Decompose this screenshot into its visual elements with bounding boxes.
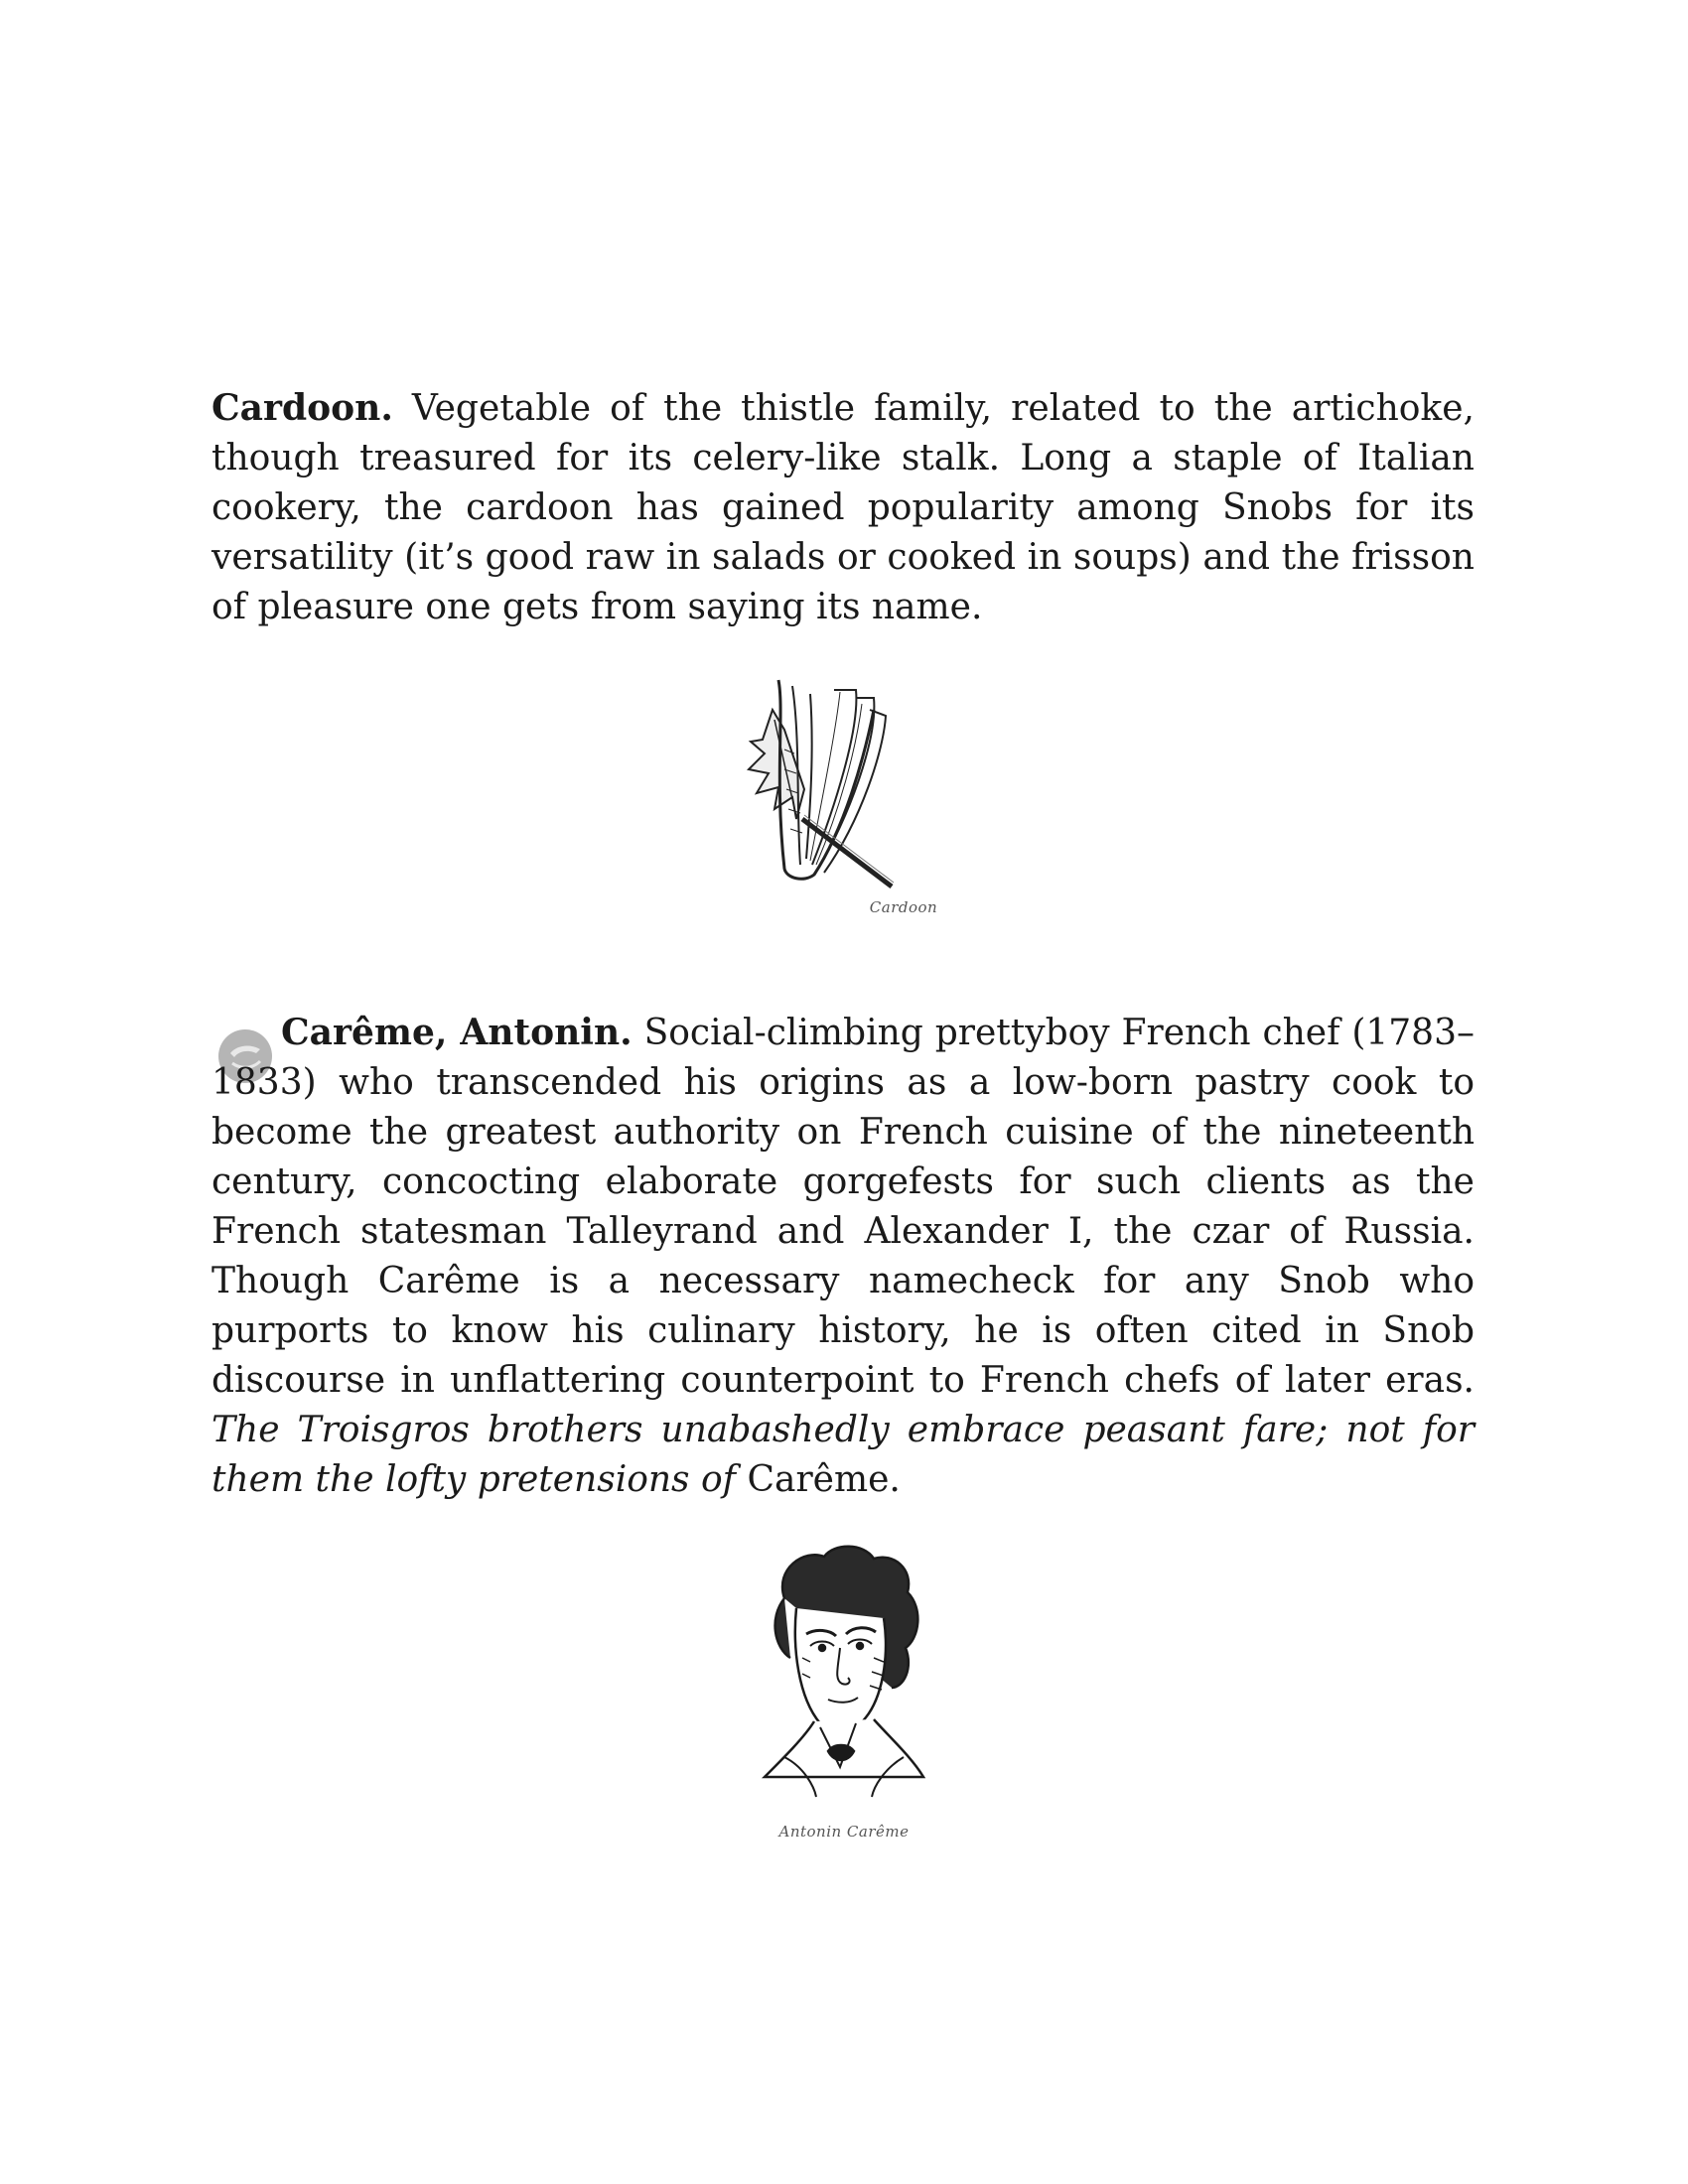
entry-example: The Troisgros brothers unabashedly embrace peasant fare; not for them the lofty pretensions of: [211, 1410, 1475, 1500]
careme-portrait: [735, 1539, 953, 1841]
entry-definition: Vegetable of the thistle family, related to the artichoke, though treasured for its celery-like stalk. Long a staple of Italian cookery, the cardoon has gained popularity among Snobs for its versatility (it’s good raw in salads or cooked in soups) and the frisson of pleasure one gets from saying its name.: [211, 388, 1475, 627]
cardoon-caption: Cardoon: [869, 898, 938, 916]
entry-term: Cardoon.: [211, 387, 393, 429]
careme-drawing: [745, 1539, 943, 1817]
careme-caption: Antonin Carême: [778, 1823, 910, 1841]
cardoon-drawing: [745, 670, 943, 898]
entry-example-end: Carême.: [747, 1459, 901, 1500]
entry-term: Carême, Antonin.: [281, 1012, 633, 1053]
entry-careme: [211, 1008, 1475, 1505]
entry-cardoon: [211, 383, 1475, 632]
cardoon-illustration: [745, 670, 943, 916]
entry-definition: Social-climbing prettyboy French chef (1783–1833) who transcended his origins as a low-born pastry cook to become the greatest authority on French cuisine of the nineteenth century, concocting elaborate gorgefests for such clients as the French statesman Talleyrand and Alexander I, the czar of Russia. Though Carême is a necessary namecheck for any Snob who purports to know his culinary history, he is often cited in Snob discourse in unflattering counterpoint to French chefs of later eras.: [211, 1013, 1475, 1401]
